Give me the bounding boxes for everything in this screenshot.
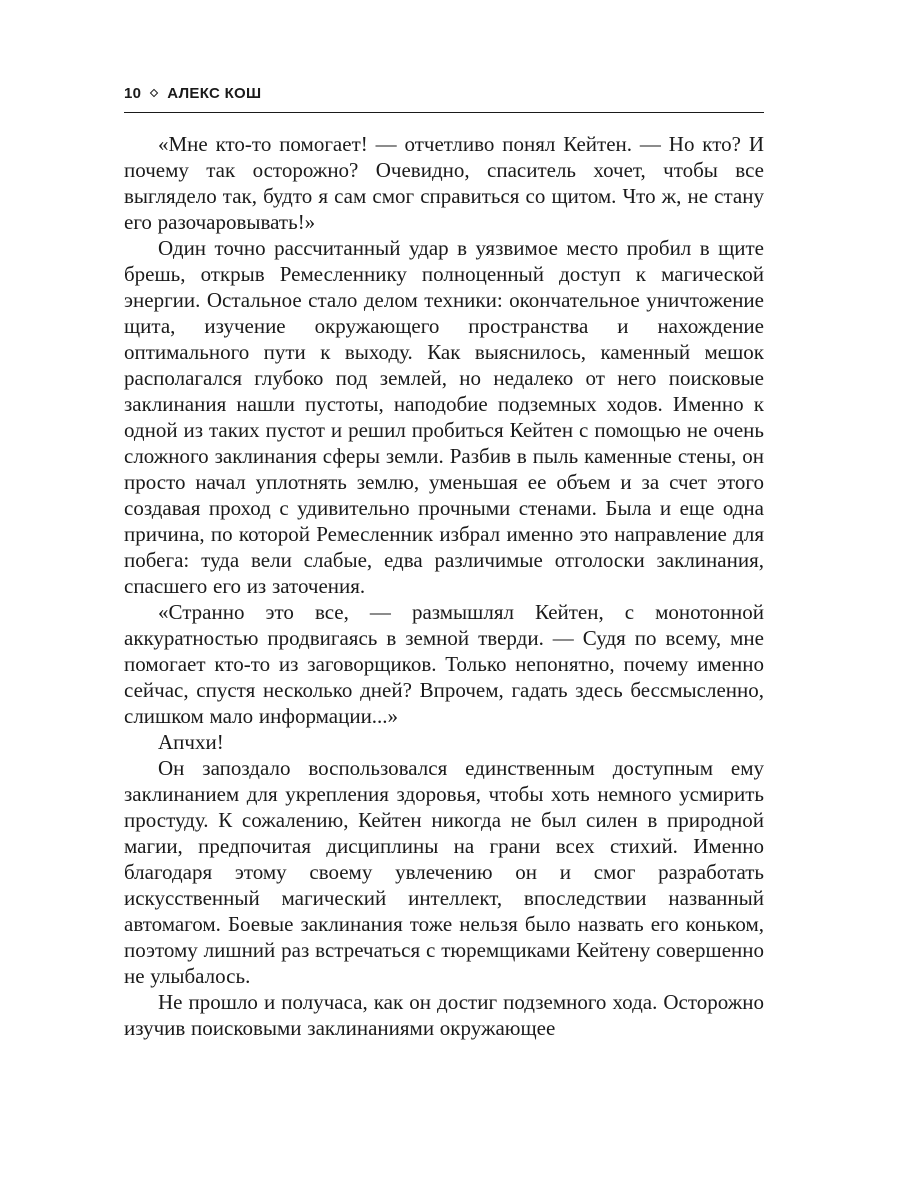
page-number: 10: [124, 84, 142, 102]
header-rule: [124, 112, 764, 113]
body-text: [124, 131, 764, 1041]
paragraph: «Странно это все, — размышлял Кейтен, с монотонной аккуратностью продвигаясь в земной тверди. — Судя по всему, мне помогает кто-то из заговорщиков. Только непонятно, почему именно сейчас, спустя несколько дней? Впрочем, гадать здесь бессмысленно, слишком мало информации...»: [124, 600, 764, 728]
paragraph: «Мне кто-то помогает! — отчетливо понял Кейтен. — Но кто? И почему так осторожно? Очевидно, спаситель хочет, чтобы все выглядело так, будто я сам смог справиться со щитом. Что ж, не стану его разочаровывать!»: [124, 132, 764, 234]
paragraph: Не прошло и получаса, как он достиг подземного хода. Осторожно изучив поисковыми заклинаниями окружающее: [124, 990, 764, 1040]
diamond-icon: [150, 89, 158, 97]
paragraph: Один точно рассчитанный удар в уязвимое место пробил в щите брешь, открыв Ремесленнику полноценный доступ к магической энергии. Остальное стало делом техники: окончательное уничтожение щита, изучение окружающего пространства и нахождение оптимального пути к выходу. Как выяснилось, каменный мешок располагался глубоко под землей, но недалеко от него поисковые заклинания нашли пустоты, наподобие подземных ходов. Именно к одной из таких пустот и решил пробиться Кейтен с помощью не очень сложного заклинания сферы земли. Разбив в пыль каменные стены, он просто начал уплотнять землю, уменьшая ее объем и за счет этого создавая проход с удивительно прочными стенами. Была и еще одна причина, по которой Ремесленник избрал именно это направление для побега: туда вели слабые, едва различимые отголоски заклинания, спасшего его из заточения.: [124, 236, 764, 598]
paragraph: Апчхи!: [158, 730, 224, 754]
running-head: [124, 80, 764, 106]
author-name: АЛЕКС КОШ: [167, 84, 262, 102]
book-page: [124, 80, 764, 1041]
paragraph: Он запоздало воспользовался единственным доступным ему заклинанием для укрепления здоровья, чтобы хоть немного усмирить простуду. К сожалению, Кейтен никогда не был силен в природной магии, предпочитая дисциплины на грани всех стихий. Именно благодаря этому своему увлечению он и смог разработать искусственный магический интеллект, впоследствии названный автомагом. Боевые заклинания тоже нельзя было назвать его коньком, поэтому лишний раз встречаться с тюремщиками Кейтену совершенно не улыбалось.: [124, 756, 764, 988]
